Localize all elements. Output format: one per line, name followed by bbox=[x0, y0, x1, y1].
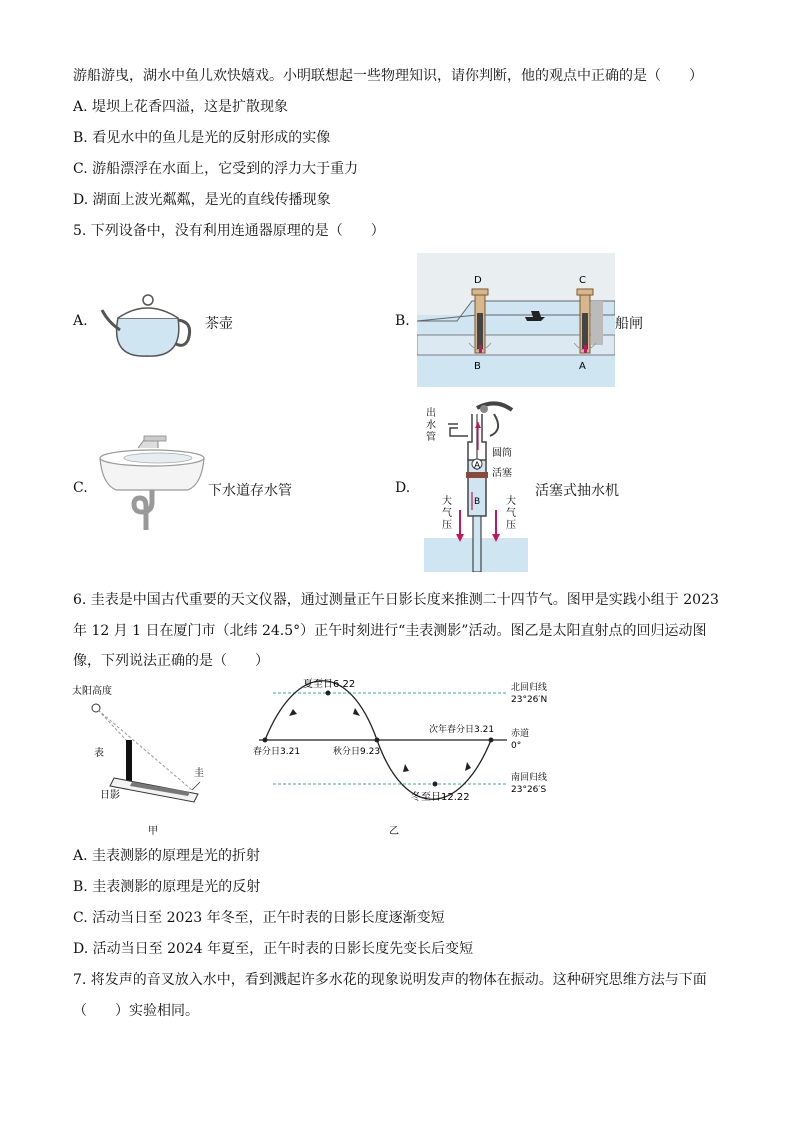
q4-option-b[interactable]: B. 看见水中的鱼儿是光的反射形成的实像 bbox=[73, 130, 331, 146]
pump-atm-left-1: 大 bbox=[442, 496, 452, 507]
next-spring-label: 次年春分日3.21 bbox=[429, 725, 495, 735]
q6-option-c[interactable]: C. 活动当日至 2023 年冬至，正午时表的日影长度逐渐变短 bbox=[73, 910, 445, 926]
q7-stem-line2: （ ）实验相同。 bbox=[73, 1003, 199, 1019]
sun-height-label: 太阳高度 bbox=[72, 686, 112, 697]
pump-atm-right-3: 压 bbox=[506, 520, 516, 531]
lock-label-a: A bbox=[579, 361, 586, 372]
q5-option-a-name: 茶壶 bbox=[205, 316, 233, 332]
sink-trap-image bbox=[98, 418, 206, 530]
pump-valve-b-label: B bbox=[474, 497, 481, 507]
tropic-s-label: 南回归线 bbox=[511, 773, 548, 783]
biao-label: 表 bbox=[94, 748, 104, 759]
tropic-n-label: 北回归线 bbox=[511, 683, 548, 693]
lock-label-d: D bbox=[474, 275, 482, 286]
figure-b-caption: 乙 bbox=[389, 826, 399, 837]
lock-label-b: B bbox=[474, 361, 481, 372]
winter-solstice-label: 冬至日12.22 bbox=[411, 792, 470, 803]
pump-atm-right-1: 大 bbox=[506, 496, 516, 507]
q6-option-d[interactable]: D. 活动当日至 2024 年夏至，正午时表的日影长度先变长后变短 bbox=[73, 941, 474, 957]
q6-stem-line2: 年 12 月 1 日在厦门市（北纬 24.5°）正午时刻进行“圭表测影”活动。图乙是太阳直射点的回归运动图 bbox=[73, 623, 707, 639]
pump-outlet-label-3: 管 bbox=[426, 432, 436, 443]
pump-atm-left-2: 气 bbox=[442, 508, 452, 519]
piston-pump-image bbox=[420, 400, 532, 572]
q5-option-b-letter[interactable]: B. bbox=[395, 313, 410, 329]
summer-solstice-label: 夏至日6.22 bbox=[303, 679, 356, 690]
pump-atm-left-3: 压 bbox=[442, 520, 452, 531]
q5-option-d-name: 活塞式抽水机 bbox=[535, 483, 619, 499]
pump-piston-label: 活塞 bbox=[492, 468, 512, 479]
q4-option-c[interactable]: C. 游船漂浮在水面上，它受到的浮力大于重力 bbox=[73, 161, 359, 177]
q5-option-c-letter[interactable]: C. bbox=[73, 480, 88, 496]
pump-outlet-label-1: 出 bbox=[426, 408, 436, 419]
q6-option-b[interactable]: B. 圭表测影的原理是光的反射 bbox=[73, 879, 261, 895]
gui-label: 圭 bbox=[194, 768, 204, 779]
pump-cylinder-label: 圆筒 bbox=[492, 448, 512, 459]
tropic-s-deg: 23°26′S bbox=[511, 785, 547, 795]
figure-a-caption: 甲 bbox=[148, 826, 158, 837]
q7-stem-line1: 7. 将发声的音叉放入水中，看到溅起许多水花的现象说明发声的物体在振动。这种研究思维方法与下面 bbox=[73, 972, 707, 988]
q5-option-b-name: 船闸 bbox=[615, 316, 643, 332]
q5-option-a-letter[interactable]: A. bbox=[73, 313, 88, 329]
gnomon-figure bbox=[70, 682, 230, 840]
q4-option-d[interactable]: D. 湖面上波光粼粼，是光的直线传播现象 bbox=[73, 192, 331, 208]
pump-atm-right-2: 气 bbox=[506, 508, 516, 519]
q5-stem: 5. 下列设备中，没有利用连通器原理的是（ ） bbox=[73, 223, 385, 239]
lock-label-c: C bbox=[579, 275, 586, 286]
equator-deg: 0° bbox=[511, 741, 522, 751]
teapot-image bbox=[100, 288, 195, 360]
q4-stem: 游船游曳，湖水中鱼儿欢快嬉戏。小明联想起一些物理知识，请你判断，他的观点中正确的是（ ） bbox=[73, 68, 703, 84]
pump-outlet-label-2: 水 bbox=[426, 420, 436, 431]
shadow-label: 日影 bbox=[100, 790, 120, 801]
q6-option-a[interactable]: A. 圭表测影的原理是光的折射 bbox=[73, 848, 261, 864]
q4-option-a[interactable]: A. 堤坝上花香四溢，这是扩散现象 bbox=[73, 99, 289, 115]
q5-option-c-name: 下水道存水管 bbox=[208, 483, 292, 499]
pump-valve-a-label: A bbox=[474, 461, 481, 471]
solar-subpoint-figure bbox=[245, 676, 565, 840]
autumn-equinox-label: 秋分日9.23 bbox=[333, 747, 381, 757]
tropic-n-deg: 23°26′N bbox=[511, 695, 548, 705]
spring-equinox-label: 春分日3.21 bbox=[253, 747, 301, 757]
q6-stem-line1: 6. 圭表是中国古代重要的天文仪器，通过测量正午日影长度来推测二十四节气。图甲是实践小组于 2023 bbox=[73, 592, 719, 608]
ship-lock-image bbox=[417, 253, 615, 387]
equator-label: 赤道 bbox=[511, 729, 530, 739]
q6-stem-line3: 像，下列说法正确的是（ ） bbox=[73, 653, 269, 669]
q5-option-d-letter[interactable]: D. bbox=[395, 480, 411, 496]
